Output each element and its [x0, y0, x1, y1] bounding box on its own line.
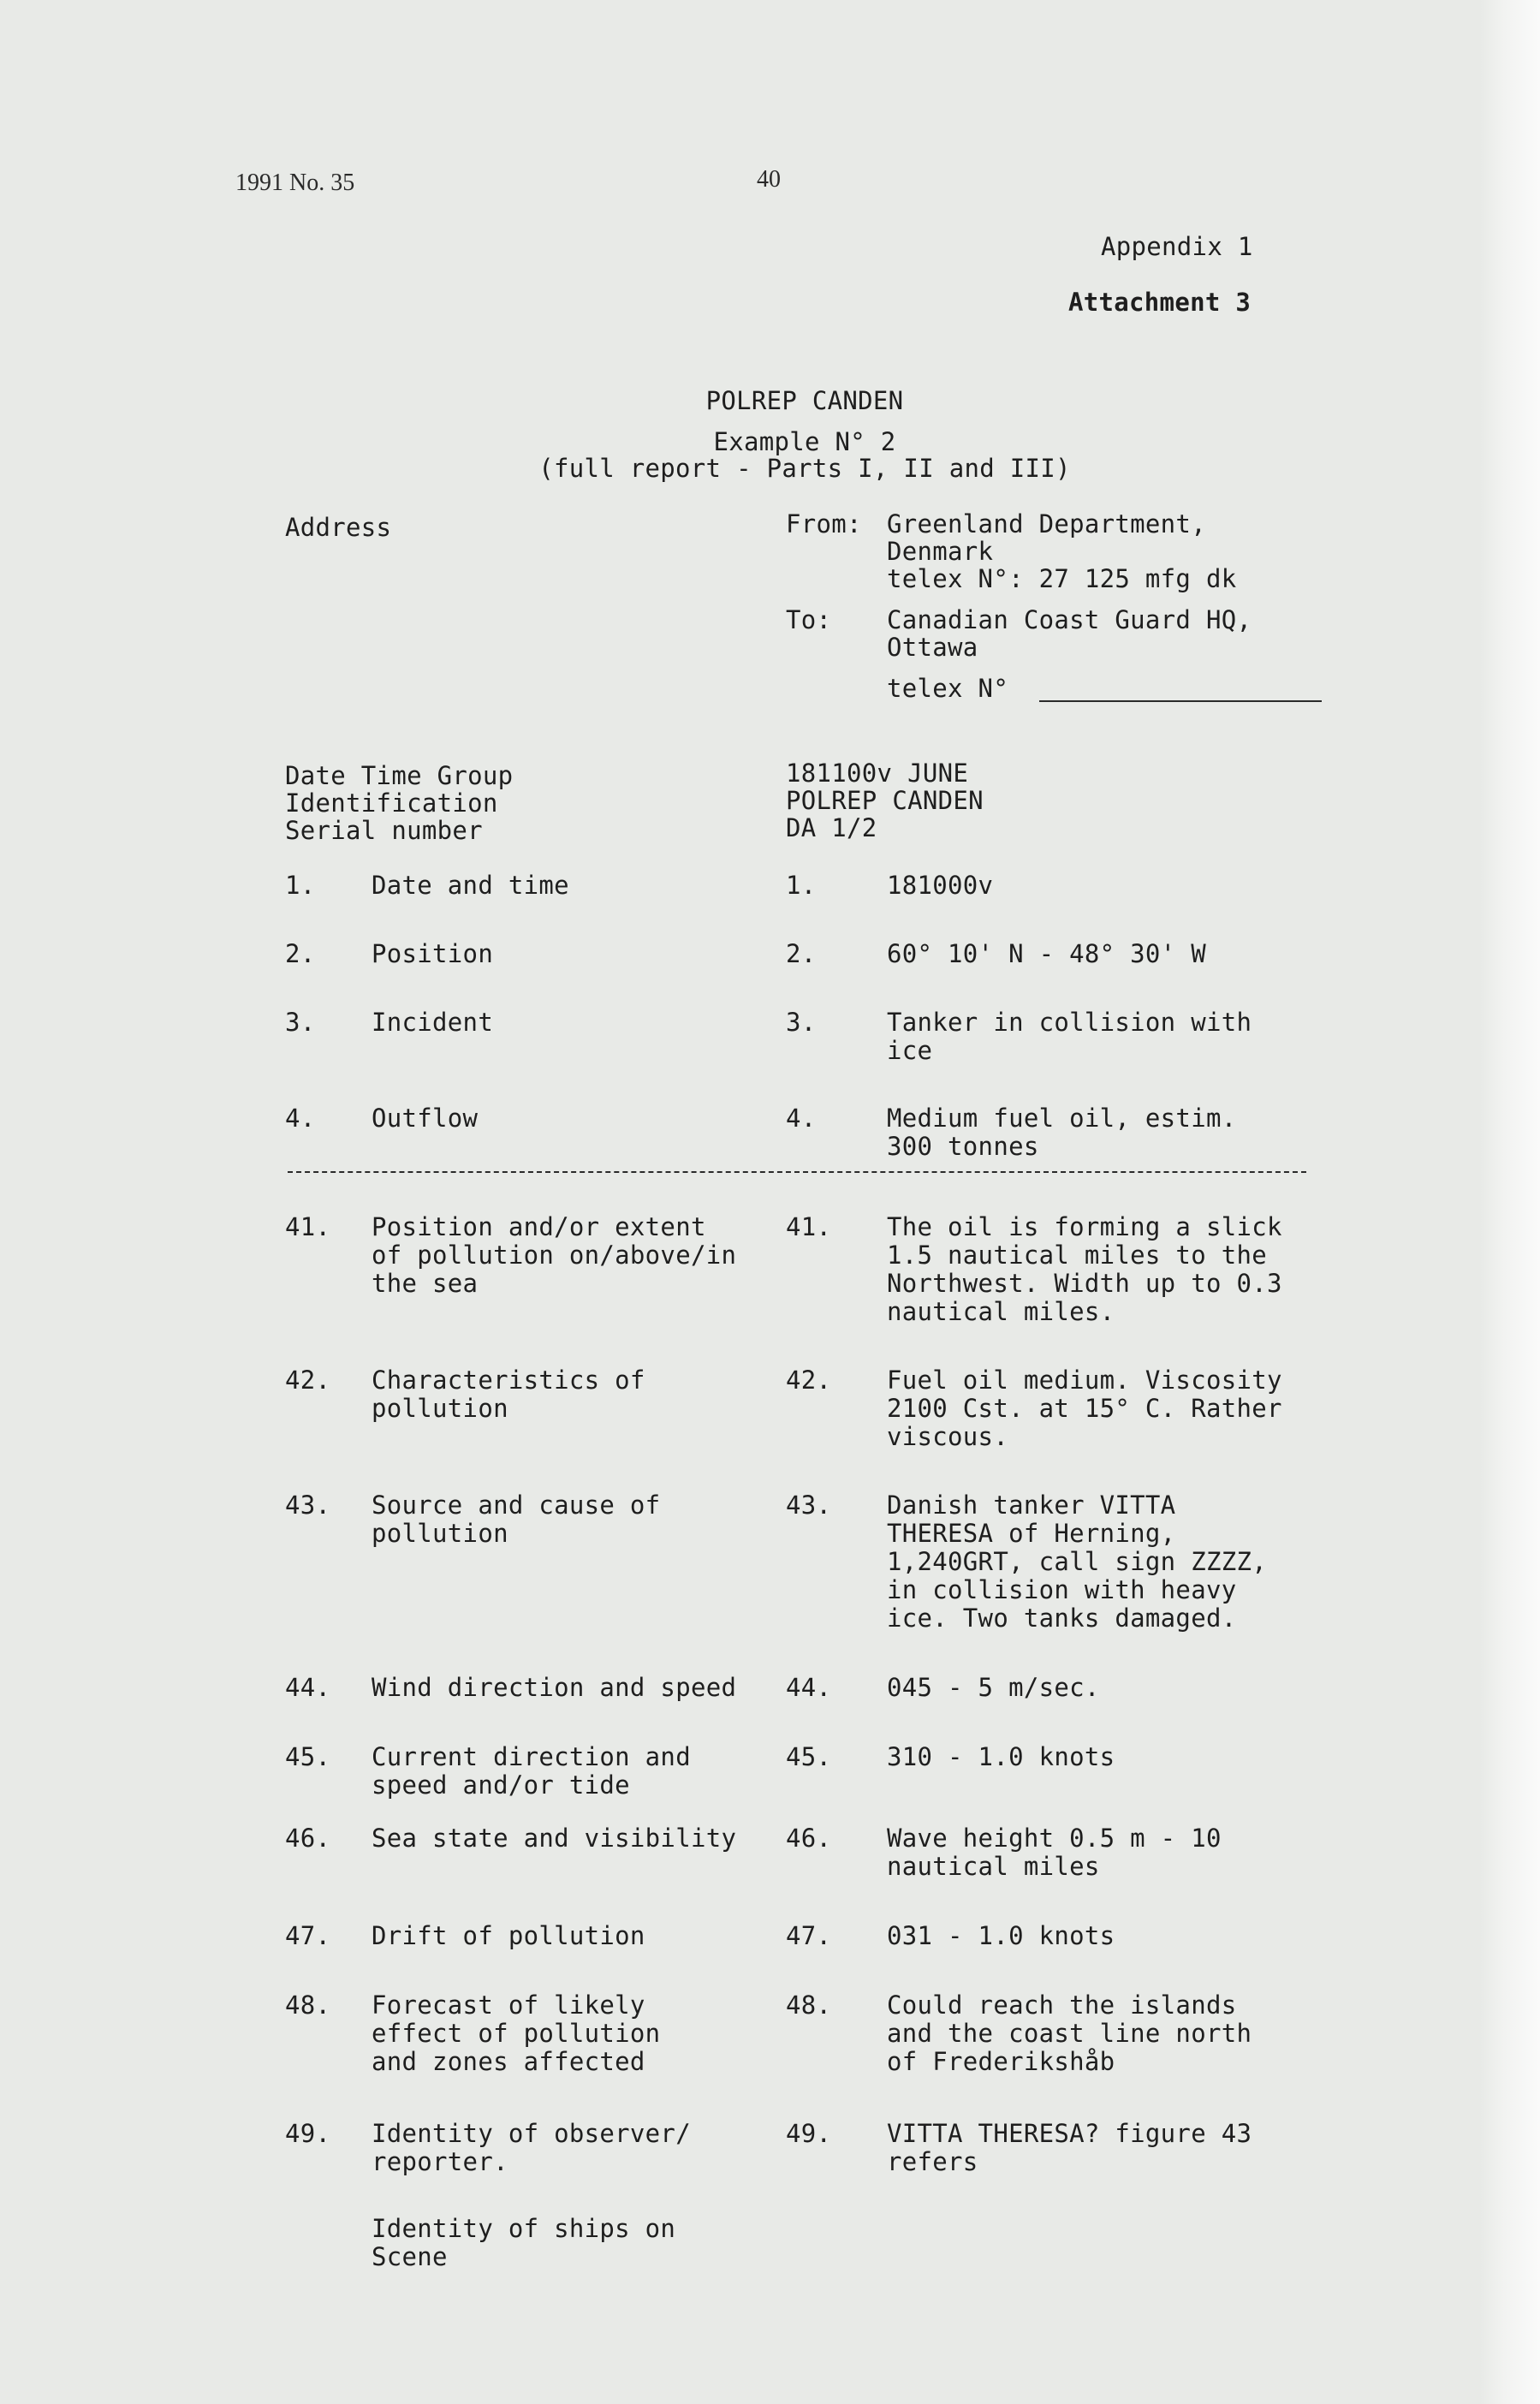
item-value: VITTA THERESA? figure 43 refers [887, 2119, 1252, 2176]
page-number: 40 [757, 166, 781, 193]
serial-number-value: DA 1/2 [786, 813, 877, 842]
to-telex-label: telex N° [887, 674, 1009, 703]
item-value: Tanker in collision with ice [887, 1008, 1252, 1065]
item-label: Forecast of likely effect of pollution and zones affected [372, 1990, 661, 2076]
report-example: Example N° 2 [713, 427, 896, 456]
item-value: 031 - 1.0 knots [887, 1921, 1115, 1950]
item-value-number: 41. [786, 1212, 832, 1241]
item-label: Date and time [372, 871, 569, 900]
item-label: Source and cause of pollution [372, 1491, 661, 1548]
from-line-2: Denmark [887, 537, 994, 566]
item-value: Fuel oil medium. Viscosity 2100 Cst. at 15° C. Rather viscous. [887, 1366, 1282, 1451]
document-reference: 1991 No. 35 [235, 170, 355, 196]
item-value: 310 - 1.0 knots [887, 1742, 1115, 1771]
to-label: To: [786, 605, 832, 634]
item-number: 44. [285, 1673, 331, 1702]
from-label: From: [786, 509, 862, 539]
item-value: Danish tanker VITTA THERESA of Herning, 1,240GRT, call sign ZZZZ, in collision with heavy ice. Two tanks damaged. [887, 1491, 1267, 1633]
identification-label: Identification [285, 788, 498, 818]
from-line-1: Greenland Department, [887, 509, 1206, 539]
item-value-number: 49. [786, 2119, 832, 2148]
item-number: 48. [285, 1990, 331, 2020]
item-value-number: 47. [786, 1921, 832, 1950]
telex-blank-line [1039, 700, 1322, 702]
item-number: 47. [285, 1921, 331, 1950]
item-value-number: 42. [786, 1366, 832, 1395]
item-value: Medium fuel oil, estim. 300 tonnes [887, 1104, 1237, 1161]
to-line-1: Canadian Coast Guard HQ, [887, 605, 1252, 634]
item-value-number: 4. [786, 1104, 817, 1133]
item-label: Identity of observer/ reporter. [372, 2119, 691, 2176]
serial-number-label: Serial number [285, 816, 483, 845]
report-title: POLREP CANDEN [705, 386, 904, 415]
section-divider [288, 1171, 1306, 1173]
ships-on-scene-label: Identity of ships on Scene [372, 2214, 676, 2271]
item-value: The oil is forming a slick 1.5 nautical miles to the Northwest. Width up to 0.3 nautical miles. [887, 1212, 1282, 1326]
item-value-number: 2. [786, 939, 817, 968]
item-value-number: 3. [786, 1008, 817, 1037]
identification-value: POLREP CANDEN [786, 786, 984, 815]
item-number: 43. [285, 1491, 331, 1520]
report-subtitle: (full report - Parts I, II and III) [538, 454, 1071, 483]
item-label: Outflow [372, 1104, 479, 1133]
item-label: Drift of pollution [372, 1921, 645, 1950]
item-value-number: 46. [786, 1824, 832, 1853]
item-value: 181000v [887, 871, 994, 900]
item-number: 4. [285, 1104, 316, 1133]
item-value: Could reach the islands and the coast line north of Frederikshåb [887, 1990, 1252, 2076]
address-label: Address [285, 513, 392, 542]
item-number: 1. [285, 871, 316, 900]
item-label: Position [372, 939, 494, 968]
item-value-number: 45. [786, 1742, 832, 1771]
item-label: Current direction and speed and/or tide [372, 1742, 691, 1800]
appendix-label: Appendix 1 [1101, 232, 1253, 261]
item-label: Position and/or extent of pollution on/above/in the sea [372, 1212, 737, 1298]
item-label: Incident [372, 1008, 494, 1037]
item-number: 42. [285, 1366, 331, 1395]
item-value: 045 - 5 m/sec. [887, 1673, 1100, 1702]
item-number: 49. [285, 2119, 331, 2148]
item-value: Wave height 0.5 m - 10 nautical miles [887, 1824, 1222, 1881]
attachment-label: Attachment 3 [1068, 288, 1252, 317]
page-edge-shadow [1480, 0, 1540, 2404]
item-label: Sea state and visibility [372, 1824, 737, 1853]
item-number: 45. [285, 1742, 331, 1771]
item-number: 46. [285, 1824, 331, 1853]
ids-labels [285, 735, 513, 844]
date-time-group-label: Date Time Group [285, 761, 514, 790]
item-value-number: 44. [786, 1673, 832, 1702]
item-value: 60° 10' N - 48° 30' W [887, 939, 1206, 968]
date-time-group-value: 181100v JUNE [786, 759, 969, 788]
item-label: Characteristics of pollution [372, 1366, 645, 1423]
ids-values [786, 732, 984, 842]
item-number: 41. [285, 1212, 331, 1241]
from-line-3: telex N°: 27 125 mfg dk [887, 564, 1237, 593]
item-value-number: 48. [786, 1990, 832, 2020]
item-number: 2. [285, 939, 316, 968]
item-value-number: 1. [786, 871, 817, 900]
item-value-number: 43. [786, 1491, 832, 1520]
item-number: 3. [285, 1008, 316, 1037]
item-label: Wind direction and speed [372, 1673, 737, 1702]
to-line-2: Ottawa [887, 633, 978, 662]
